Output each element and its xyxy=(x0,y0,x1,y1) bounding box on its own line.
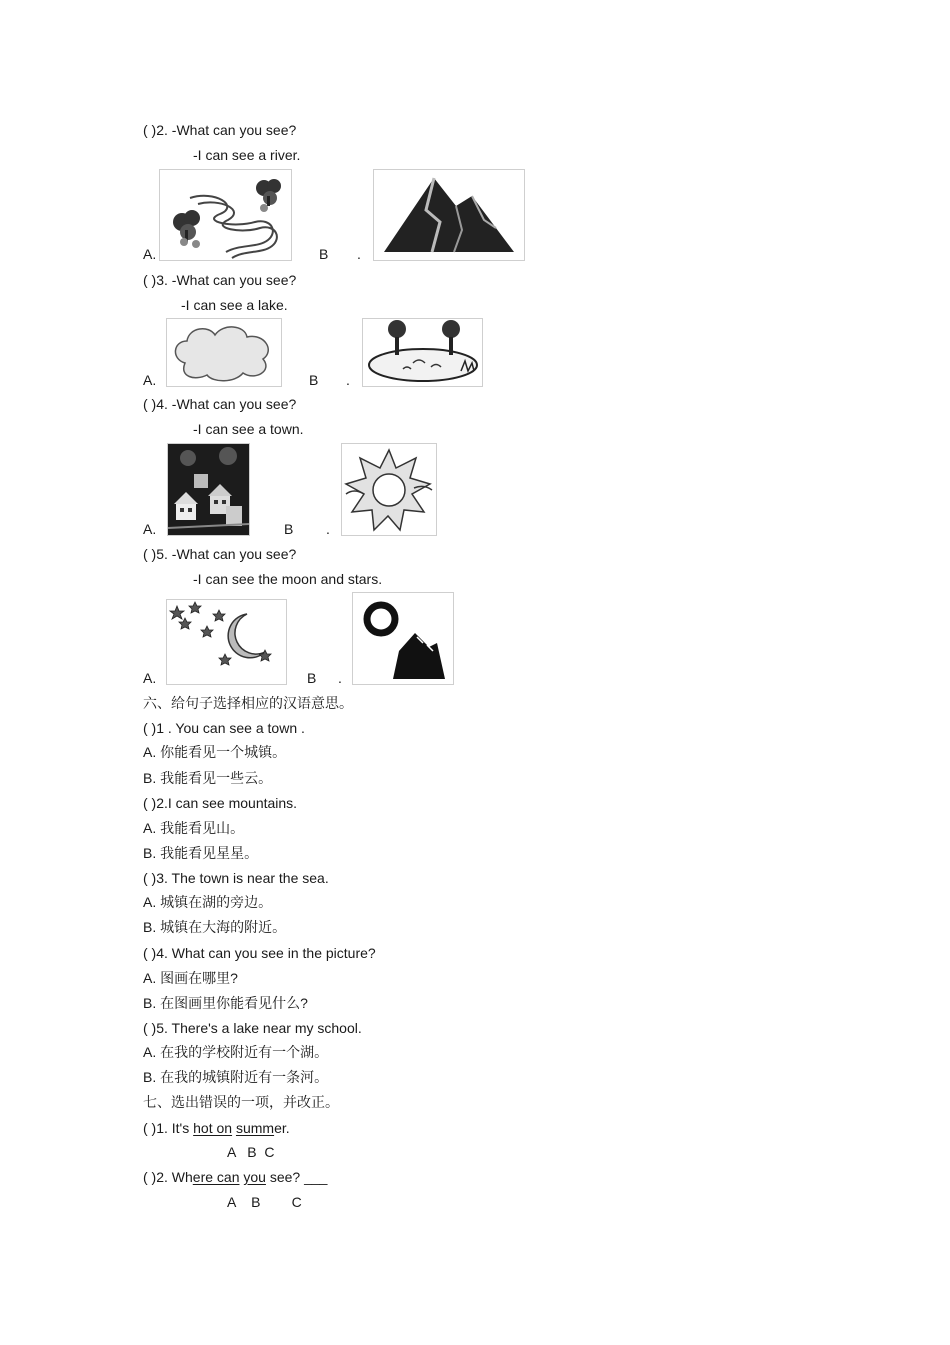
part7-q1-underlined-b: summ xyxy=(235,1120,275,1136)
q2-question: ( )2. -What can you see? xyxy=(143,122,297,138)
part7-q1 xyxy=(143,1119,290,1137)
q3-answer: -I can see a lake. xyxy=(181,297,288,313)
part6-q3-option-b: B. 城镇在大海的附近。 xyxy=(143,919,287,935)
q5-option-b-dot: . xyxy=(338,670,342,686)
part6-q1-option-a: A. 你能看见一个城镇。 xyxy=(143,744,287,760)
part6-q3: ( )3. The town is near the sea. xyxy=(143,870,329,886)
q3-option-b-label: B xyxy=(309,372,319,388)
part7-q1-underlined-a: hot on xyxy=(193,1120,233,1136)
town-picture xyxy=(167,443,250,536)
part7-q2 xyxy=(143,1168,327,1186)
part6-q5-option-a: A. 在我的学校附近有一个湖。 xyxy=(143,1044,329,1060)
q4-option-b-label: B xyxy=(284,521,294,537)
q2-answer: -I can see a river. xyxy=(193,147,301,163)
part7-q2-underlined-b: you xyxy=(243,1169,266,1185)
part6-q5: ( )5. There's a lake near my school. xyxy=(143,1020,362,1036)
part7-heading: 七、选出错误的一项，并改正。 xyxy=(143,1094,339,1110)
part6-q5-option-b: B. 在我的城镇附近有一条河。 xyxy=(143,1069,329,1085)
q4-answer: -I can see a town. xyxy=(193,421,304,437)
q5-question: ( )5. -What can you see? xyxy=(143,546,297,562)
part6-q4-option-b: B. 在图画里你能看见什么? xyxy=(143,995,308,1011)
q3-option-a-label: A. xyxy=(143,372,157,388)
q2-option-a-label: A. xyxy=(143,246,157,262)
lake-picture xyxy=(362,318,483,387)
part7-q1-prefix: ( )1. It's xyxy=(143,1120,194,1136)
part6-q2-option-a: A. 我能看见山。 xyxy=(143,820,245,836)
q3-option-b-dot: . xyxy=(346,372,350,388)
part6-heading: 六、给句子选择相应的汉语意思。 xyxy=(143,695,353,711)
part6-q3-option-a: A. 城镇在湖的旁边。 xyxy=(143,894,273,910)
q5-option-a-label: A. xyxy=(143,670,157,686)
part7-q2-underlined-a: ere can xyxy=(192,1169,240,1185)
q2-option-b-label: B xyxy=(319,246,329,262)
part6-q4-option-a: A. 图画在哪里? xyxy=(143,970,238,986)
part7-q2-letters: A B C xyxy=(227,1194,302,1210)
part7-q1-letters: A B C xyxy=(227,1144,275,1160)
sun-mountain-picture xyxy=(352,592,454,685)
sun-picture xyxy=(341,443,437,536)
q4-question: ( )4. -What can you see? xyxy=(143,396,297,412)
part6-q4: ( )4. What can you see in the picture? xyxy=(143,945,376,961)
part7-q2-rest: see? ___ xyxy=(265,1169,328,1185)
part6-q1: ( )1 . You can see a town . xyxy=(143,720,305,736)
mountain-picture xyxy=(373,169,525,261)
q2-option-b-dot: . xyxy=(357,246,361,262)
q5-option-b-label: B xyxy=(307,670,317,686)
part6-q2: ( )2.I can see mountains. xyxy=(143,795,298,811)
part6-q2-option-b: B. 我能看见星星。 xyxy=(143,845,259,861)
q5-answer: -I can see the moon and stars. xyxy=(193,571,383,587)
moon-stars-picture xyxy=(166,599,287,685)
cloud-picture xyxy=(166,318,282,387)
river-picture xyxy=(159,169,292,261)
q4-option-a-label: A. xyxy=(143,521,157,537)
part7-q2-prefix: ( )2. Wh xyxy=(143,1169,193,1185)
part6-q1-option-b: B. 我能看见一些云。 xyxy=(143,770,273,786)
q3-question: ( )3. -What can you see? xyxy=(143,272,297,288)
q4-option-b-dot: . xyxy=(326,521,330,537)
part7-q1-rest: er. xyxy=(274,1120,290,1136)
